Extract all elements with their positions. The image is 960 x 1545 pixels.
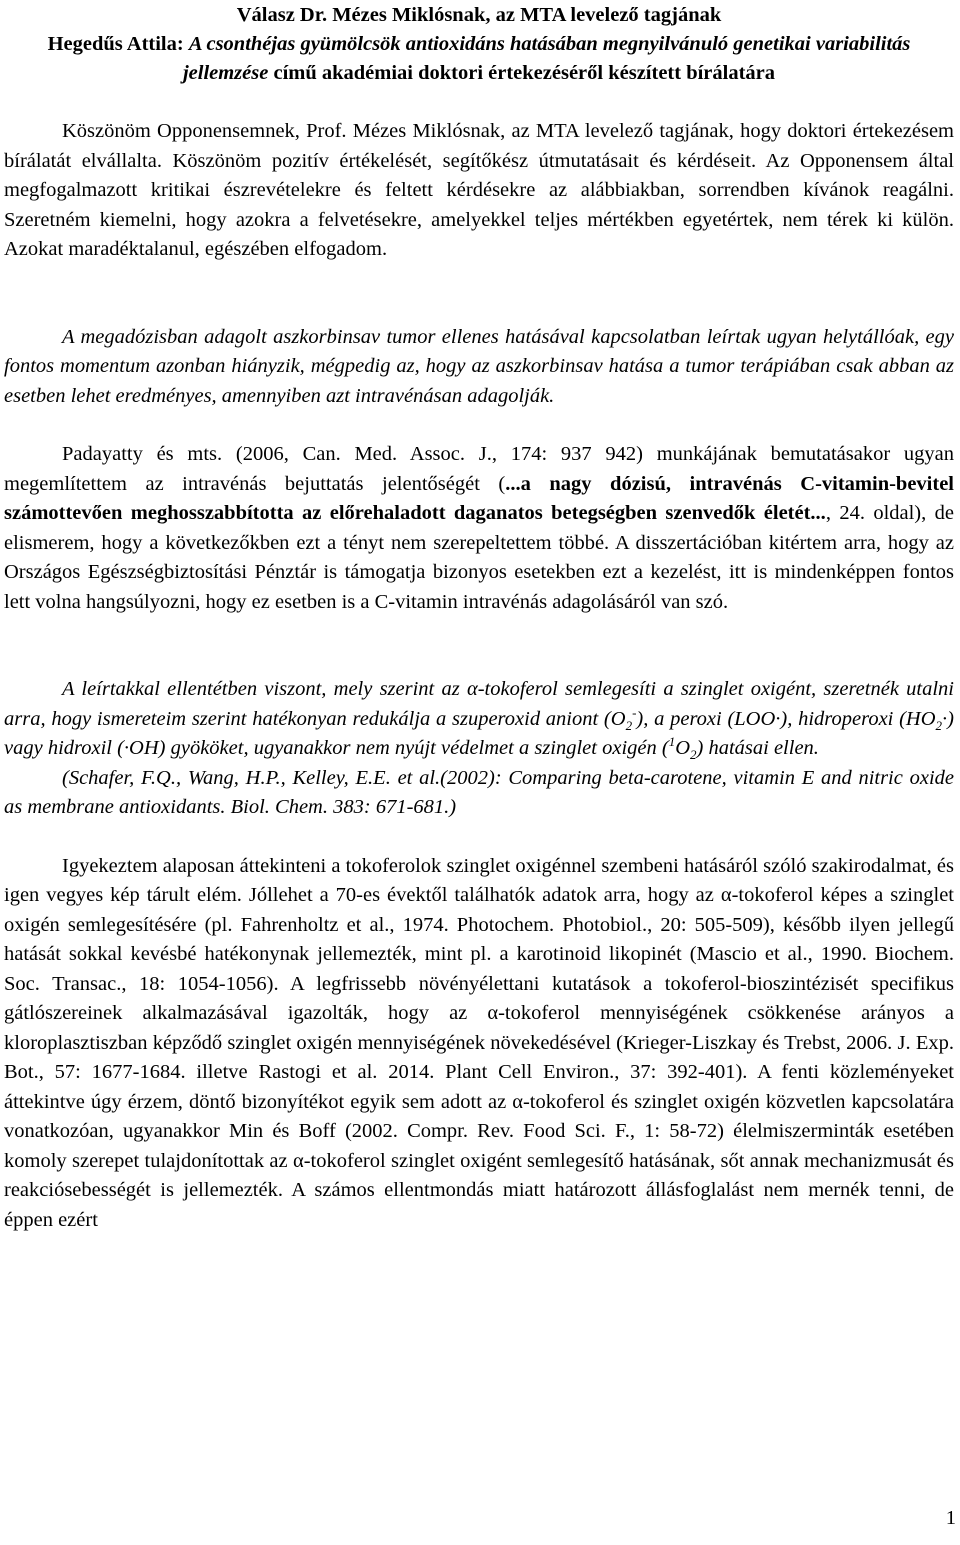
paragraph-opponent-ascorbic: A megadózisban adagolt aszkorbinsav tumor ellenes hatásával kapcsolatban leírtak ugyan helytállóak, egy fontos momentum azonban hiányzik, mégpedig az, hogy az aszkorbinsav hatása a tumor terápiában csak abban az esetben lehet eredményes, amennyiben azt intravénásan adagolják. [4, 325, 954, 407]
document-title [4, 1, 954, 88]
singlet-subscript: 2 [690, 747, 697, 763]
title-line-2 [4, 30, 954, 88]
superoxide-superscript: - [632, 704, 637, 720]
page-number: 1 [945, 1507, 956, 1529]
paragraph-opponent-reference: (Schafer, F.Q., Wang, H.P., Kelley, E.E. et al.(2002): Comparing beta-carotene, vitamin E and nitric oxide as membrane antioxidants. Biol. Chem. 383: 671-681.) [4, 766, 954, 818]
reply-ascorbic-text-2: , 24. oldal), de elismerem, hogy a következőkben ezt a tényt nem szerepeltettem többé. A disszertációban kitértem arra, hogy az Országos Egészségbiztosítási Pénztár is támogatja bizonyos esetekben ezt a kezelést, itt is mindenképpen fontos lett volna hangsúlyozni, hogy ez esetben is a C-vitamin intravénás adagolásáról van szó. [4, 502, 954, 613]
superoxide-subscript: 2 [625, 717, 633, 733]
paragraph-reply-tocopherol: Igyekeztem alaposan áttekinteni a tokoferolok szinglet oxigénnel szembeni hatásáról szóló szakirodalmat, és igen vegyes kép tárult elém. Jóllehet a 70-es évektől találhatók adatok arra, hogy az α-tokoferol képes a szinglet oxigén semlegesítésére (pl. Fahrenholtz et al., 1974. Photochem. Photobiol., 20: 505-509), később ilyen jellegű hatását sokkal kevésbé hatékonynak jellemezték, mint pl. a karotinoid likopinét (Mascio et al., 1990. Biochem. Soc. Transac., 18: 1054-1056). A legfrissebb növényélettani kutatások a tokoferol-bioszintézisét specifikus gátlószereinek alkalmazásával igazolták, hogy az α-tokoferol mennyiségének csökkenése arányos a kloroplasztiszban képződő szinglet oxigén mennyiségének növekedésével (Krieger-Liszkay és Trebst, 2006. J. Exp. Bot., 57: 1677-1684. illetve Rastogi et al. 2014. Plant Cell Environ., 37: 392-401). A fenti közleményeket áttekintve úgy érzem, döntő bizonyítékot egyik sem adott az α-tokoferol és szinglet oxigén közvetlen kapcsolatára vonatkozóan, ugyanakkor Min és Boff (2002. Compr. Rev. Food Sci. F., 1: 58-72) élelmiszerminták esetében komoly szerepet tulajdonítottak az α-tokoferol szinglet oxigént semlegesítő hatásának, sőt annak mechanizmusát és reakciósebességét is jellemezték. A számos ellentmondás miatt határozott állásfoglalást nem mernék tenni, de éppen ezért [4, 854, 954, 1231]
reply-ascorbic-text-1: Padayatty és mts. (2006, Can. Med. Assoc. J., 174: 937 942) munkájának bemutatásakor ugyan megemlítettem az intravénás bejuttatás jelentőségét ( [4, 443, 954, 495]
tocopherol-text-1: A leírtakkal ellentétben viszont, mely szerint az α-tokoferol semlegesíti a szinglet oxigént, szeretnék utalni arra, hogy ismereteim szerint hatékonyan redukálja a szuperoxid aniont (O [4, 678, 954, 730]
tocopherol-text-2: ), a peroxi (LOO·), hidroperoxi (HO [636, 707, 936, 730]
singlet-superscript: 1 [668, 734, 676, 750]
title-author: Hegedűs Attila: [47, 33, 189, 55]
tocopherol-text-4: O [675, 737, 691, 759]
paragraph-thanks: Köszönöm Opponensemnek, Prof. Mézes Miklósnak, az MTA levelező tagjának, hogy doktori értekezésem bírálatát elvállalta. Köszönöm pozitív értékelését, segítőkész útmutatásait és kérdéseit. Az Opponensem által megfogalmazott kritikai észrevételekre és feltett kérdésekre az alábbiakban, sorrendben kívánok reagálni. Szeretném kiemelni, hogy azokra a felvetésekre, amelyekkel teljes mértékben egyetértek, nem térek ki külön. Azokat maradéktalanul, egészében elfogadom. [4, 120, 954, 260]
hydroperoxy-subscript: 2 [935, 717, 943, 733]
paragraph-reply-ascorbic [4, 440, 954, 617]
title-dissertation: A csonthéjas gyümölcsök antioxidáns hatásában megnyilvánuló genetikai variabilitás jellemzése [182, 33, 911, 84]
title-suffix: című akadémiai doktori értekezéséről készített bírálatára [268, 62, 776, 84]
tocopherol-text-5: ) hatásai ellen. [696, 737, 819, 759]
title-line-1: Válasz Dr. Mézes Miklósnak, az MTA levelező tagjának [236, 4, 722, 26]
paragraph-opponent-tocopherol [4, 675, 954, 764]
reply-ascorbic-quote: ...a nagy dózisú, intravénás C-vitamin-bevitel számottevően meghosszabbította az előrehaladott daganatos betegségben szenvedők életét... [4, 472, 954, 524]
tocopherol-text-3: ·) vagy hidroxil (·OH) gyököket, ugyanakkor nem nyújt védelmet a szinglet oxigén ( [4, 707, 954, 759]
